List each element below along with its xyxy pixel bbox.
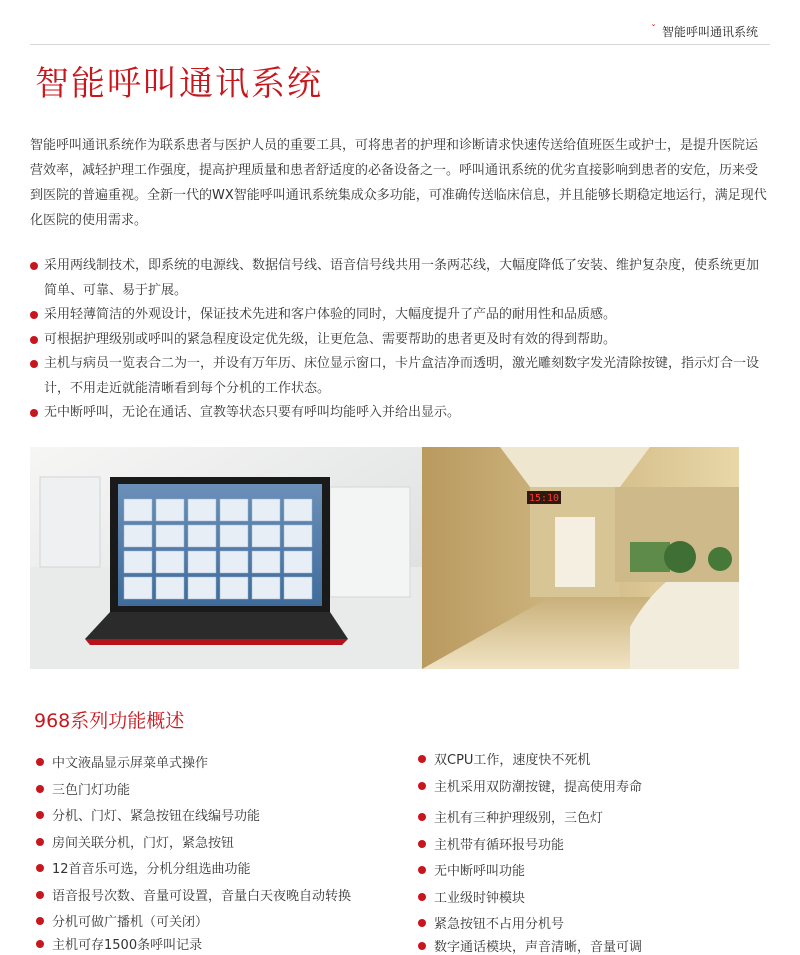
feature-item: 三色门灯功能 bbox=[36, 779, 130, 798]
feature-item: 主机有三种护理级别，三色灯 bbox=[418, 807, 603, 826]
bullet-icon bbox=[418, 893, 426, 901]
hospital-scene-illustration bbox=[30, 447, 739, 669]
benefit-item: 可根据护理级别或呼叫的紧急程度设定优先级，让更危急、需要帮助的患者更及时有效的得到帮助。 bbox=[30, 328, 770, 353]
feature-item: 主机可存1500条呼叫记录 bbox=[36, 934, 202, 953]
feature-item: 数字通话模块，声音清晰，音量可调 bbox=[418, 936, 642, 955]
benefit-item: 主机与病员一览表合二为一，并设有万年历、床位显示窗口，卡片盒洁净而透明，激光雕刻数字发光清除按键，指示灯合一设计，不用走近就能清晰看到每个分机的工作状态。 bbox=[30, 352, 770, 401]
bullet-icon bbox=[36, 758, 44, 766]
feature-item: 分机、门灯、紧急按钮在线编号功能 bbox=[36, 805, 260, 824]
intro-paragraph: 智能呼叫通讯系统作为联系患者与医护人员的重要工具，可将患者的护理和诊断请求快速传送给值班医生或护士，是提升医院运营效率，减轻护理工作强度，提高护理质量和患者舒适度的必备设备之一。呼叫通讯系统的优劣直接影响到患者的安危，历来受到医院的普遍重视。全新一代的WX智能呼叫通讯系统集成众多功能，可准确传送临床信息，并且能够长期稳定地运行，满足现代化医院的使用需求。 bbox=[30, 138, 767, 228]
feature-item: 双CPU工作，速度快不死机 bbox=[418, 749, 590, 768]
bullet-icon bbox=[30, 311, 38, 319]
bullet-icon bbox=[30, 336, 38, 344]
benefit-list bbox=[30, 254, 770, 426]
feature-item: 主机带有循环报号功能 bbox=[418, 834, 564, 853]
feature-item: 房间关联分机，门灯，紧急按钮 bbox=[36, 832, 234, 851]
section-label bbox=[651, 23, 758, 40]
feature-item: 中文液晶显示屏菜单式操作 bbox=[36, 752, 208, 771]
feature-item: 紧急按钮不占用分机号 bbox=[418, 913, 564, 932]
features-title: 968系列功能概述 bbox=[34, 710, 185, 732]
bullet-icon bbox=[418, 942, 426, 950]
bullet-icon bbox=[36, 785, 44, 793]
bullet-icon bbox=[418, 755, 426, 763]
bullet-icon bbox=[36, 940, 44, 948]
bullet-icon bbox=[36, 917, 44, 925]
feature-item: 无中断呼叫功能 bbox=[418, 860, 525, 879]
bullet-icon bbox=[36, 864, 44, 872]
feature-item: 语音报号次数、音量可设置，音量白天夜晚自动转换 bbox=[36, 885, 351, 904]
corridor-clock: 15:10 bbox=[528, 493, 560, 504]
section-marker-icon: ˇ bbox=[650, 24, 656, 35]
bullet-icon bbox=[30, 360, 38, 368]
bullet-icon bbox=[36, 838, 44, 846]
product-photo bbox=[30, 447, 739, 669]
section-label-text: 智能呼叫通讯系统 bbox=[661, 25, 758, 39]
bullet-icon bbox=[418, 919, 426, 927]
page-title: 智能呼叫通讯系统 bbox=[35, 64, 323, 104]
bullet-icon bbox=[30, 409, 38, 417]
benefit-item: 无中断呼叫，无论在通话、宣教等状态只要有呼叫均能呼入并给出显示。 bbox=[30, 401, 770, 426]
bullet-icon bbox=[36, 811, 44, 819]
benefit-item: 采用轻薄简洁的外观设计，保证技术先进和客户体验的同时，大幅度提升了产品的耐用性和品质感。 bbox=[30, 303, 770, 328]
feature-item: 工业级时钟模块 bbox=[418, 887, 525, 906]
bullet-icon bbox=[418, 840, 426, 848]
bullet-icon bbox=[418, 782, 426, 790]
feature-item: 主机采用双防潮按键，提高使用寿命 bbox=[418, 776, 642, 795]
benefit-item: 采用两线制技术，即系统的电源线、数据信号线、语音信号线共用一条两芯线，大幅度降低了安装、维护复杂度，使系统更加简单、可靠、易于扩展。 bbox=[30, 254, 770, 303]
feature-item: 分机可做广播机（可关闭） bbox=[36, 911, 208, 930]
bullet-icon bbox=[30, 262, 38, 270]
bullet-icon bbox=[418, 813, 426, 821]
feature-item: 12首音乐可选，分机分组选曲功能 bbox=[36, 858, 251, 877]
bullet-icon bbox=[418, 866, 426, 874]
bullet-icon bbox=[36, 891, 44, 899]
header-divider bbox=[30, 44, 770, 45]
